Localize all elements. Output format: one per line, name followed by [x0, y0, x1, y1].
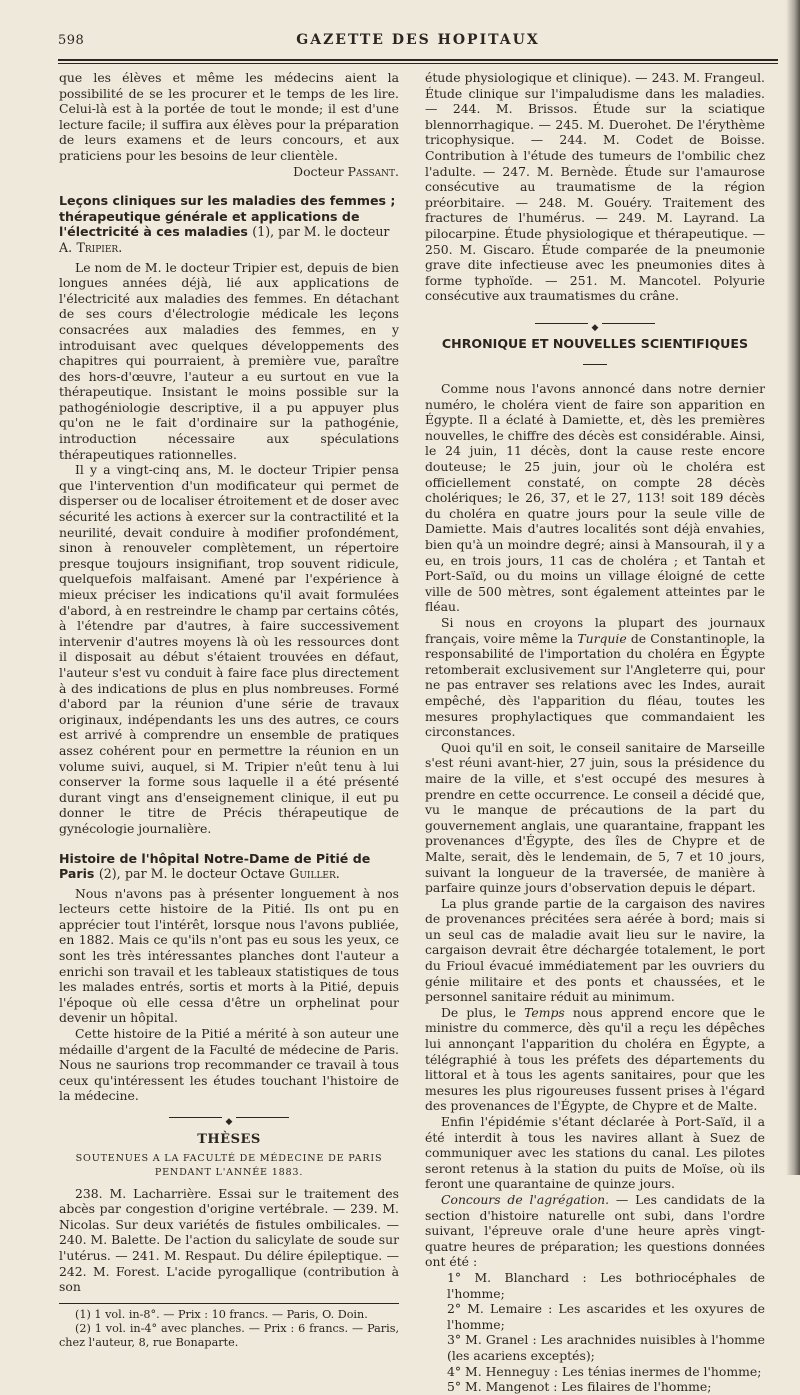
review2-byline: par M. le docteur Octave — [125, 866, 285, 882]
theses-continuation: étude physiologique et clinique). — 243. M. Frangeul. Étude clinique sur l'impaludisme dans les maladies. — 244. M. Brissos. Étude sur la sciatique blennorrhagique. — 245. M. Duerohet. De l'érythème tricophysique. — 244. M. Codet de Boisse. Contribution à l'étude des tumeurs de l'ombilic chez l'adulte. — 247. M. Bernède. Étude sur l'amaurose consécutive au traumatisme de la région préorbitaire. — 248. M. Gouéry. Traitement des fractures de l'humérus. — 249. M. Layrand. La pilocarpine. Étude physiologique et thérapeutique. — 250. M. Giscaro. Étude comparée de la pneumonie grave dite infectieuse avec les pneumonies dites à forme typhoïde. — 251. M. Mancotel. Polyurie consécutive aux traumatismes du crâne. — [425, 70, 765, 304]
page-header — [58, 30, 778, 56]
chronicle-paragraph-4: La plus grande partie de la cargaison des navires de provenances précitées sera aérée à bord; mais si un seul cas de maladie avait lieu sur le navire, la cargaison devrait être déchargée totalement, le port du Frioul évacué immédiatement par les ouvriers du génie militaire et des ponts et chaussées, et le personnel sanitaire réduit au minimum. — [425, 895, 765, 1005]
page-number: 598 — [58, 33, 85, 48]
chronicle-paragraph-5 — [425, 1005, 765, 1114]
signature-name: Passant. — [347, 163, 399, 179]
chronicle-title: CHRONIQUE ET NOUVELLES SCIENTIFIQUES — [441, 335, 749, 351]
chronicle-paragraph-2 — [425, 615, 765, 740]
review1-note: (1), par M. le docteur A. — [59, 224, 390, 255]
section-ornament — [59, 1112, 399, 1127]
header-rule — [58, 59, 778, 61]
theses-subtitle-2: PENDANT L'ANNÉE 1883. — [154, 1166, 304, 1178]
review2-paragraph-2: Cette histoire de la Pitié a mérité à son auteur une médaille d'argent de la Faculté de médecine de Paris. Nous ne saurions trop recommander ce travail à tous ceux qu'intéressent les études touchant l'histoire de la médecine. — [59, 1026, 399, 1104]
review2-paragraph-1: Nous n'avons pas à présenter longuement à nos lecteurs cette histoire de la Pitié. Ils ont pu en apprécier tout l'intérêt, lorsque nous l'avons publiée, en 1882. Mais ce qu'ils n'ont pas eu sous les yeux, ce sont les très intéressantes planches dont l'auteur a enrichi son travail et les tableaux statistiques de tous les malades entrés, sortis et morts à la Pitié, depuis l'époque où elle cessa d'être un orphelinat pour devenir un hôpital. — [59, 885, 399, 1026]
review1-author: Tripier. — [76, 239, 123, 255]
chronicle-ornament-glyph: ◆ — [588, 323, 603, 333]
theses-subtitle-1: SOUTENUES A LA FACULTÉ DE MÉDECINE DE PARIS — [75, 1152, 383, 1164]
question-item: 2° M. Lemaire : Les ascarides et les oxyures de l'homme; — [447, 1301, 765, 1332]
right-column — [425, 70, 765, 1395]
agregation-heading: Concours de l'agrégation. — [441, 1191, 610, 1207]
signature-prefix: Docteur — [293, 163, 344, 179]
header-rule-thin — [58, 63, 778, 64]
question-item: 5° M. Mangenot : Les filaires de l'homme; — [447, 1379, 712, 1395]
theses-list: 238. M. Lacharrière. Essai sur le traitement des abcès par congestion d'origine vertébrale. — 239. M. Nicolas. Sur deux variétés de fistules ombilicales. — 240. M. Balette. De l'action du salicylate de soude sur l'utérus. — 241. M. Respaut. Du délire épileptique. — 242. M. Forest. L'acide pyrogallique (contribution à son — [59, 1185, 399, 1295]
chronicle-p2-italic: Turquie — [577, 630, 627, 646]
review2-note: (2), — [98, 866, 121, 882]
review2-author: Guiller. — [289, 866, 340, 882]
chronicle-paragraph-6: Enfin l'épidémie s'étant déclarée à Port-Saïd, il a été interdit à tous les navires allant à Suez de communiquer avec les stations du canal. Les pilotes seront retenus à la station du puits de Moïse, où ils feront une quarantaine de quinze jours. — [425, 1114, 765, 1192]
review1-title: Leçons cliniques sur les maladies des femmes ; thérapeutique générale et applications de l'électricité à ces maladies — [59, 193, 396, 240]
review2-title: Histoire de l'hôpital Notre-Dame de Pitié de Paris — [59, 850, 371, 882]
chronicle-p5-pre: De plus, le — [441, 1004, 516, 1020]
review2-heading — [59, 851, 399, 882]
journal-title: GAZETTE DES HOPITAUX — [296, 32, 540, 48]
footnote-2: (2) 1 vol. in-4° avec planches. — Prix : 6 francs. — Paris, chez l'auteur, 8, rue Bonaparte. — [59, 1321, 399, 1349]
ornament-glyph: ◆ — [222, 1117, 237, 1127]
agregation-paragraph — [425, 1192, 765, 1270]
review1-paragraph-1: Le nom de M. le docteur Tripier est, depuis de bien longues années déjà, lié aux applications de l'électricité aux maladies des femmes. En détachant de ses cours d'électrologie médicale les leçons consacrées aux maladies des femmes, en y introduisant avec quelques développements des chapitres qui pourraient, à première vue, paraître des hors-d'œuvre, l'auteur a eu surtout en vue la thérapeutique. Insistant le moins possible sur la pathogéniologie descriptive, il a pu appuyer plus qu'on ne le fait d'ordinaire sur la pathogénie, introduction nécessaire aux spéculations thérapeutiques rationnelles. — [59, 259, 399, 462]
question-item: 3° M. Granel : Les arachnides nuisibles à l'homme (les acariens exceptés); — [447, 1332, 765, 1363]
review1-paragraph-2: Il y a vingt-cinq ans, M. le docteur Tripier pensa que l'intervention d'un modificateur qui permet de disperser ou de localiser étroitement et de doser avec sécurité les actions à exercer sur la contractilité et la neurilité, devait conduire à modifier profondément, sinon à renouveler complètement, un répertoire presque toujours insignifiant, trop souvent ridicule, quelquefois malfaisant. Amené par l'expérience à mieux préciser les indications qu'il avait formulées d'abord, à en restreindre le champ par certains côtés, à l'étendre par d'autres, à faire successivement intervenir d'autres moyens là où les ressources dont il disposait au début s'étaient trouvées en défaut, l'auteur s'est vu conduit à faire face plus directement à des indications de plus en plus nombreuses. Formé d'abord par la réunion d'une série de travaux originaux, indépendants les uns des autres, ce cours est arrivé à comprendre un ensemble de pratiques assez cohérent pour en permettre la réunion en un volume suivi, auquel, si M. Tripier n'eût tenu à lui conserver la forme sous laquelle il a été présenté durant vingt ans d'enseignement clinique, il eut pu donner le titre de Précis thérapeutique de gynécologie journalière. — [59, 462, 399, 836]
theses-title: THÈSES — [197, 1132, 261, 1147]
chronicle-title-rule — [425, 356, 765, 372]
footnote-rule — [59, 1303, 399, 1304]
chronicle-p2-pre: Si nous en croyons la plupart des journaux français, voire même la — [425, 615, 765, 646]
chronicle-p2-post: de Constantinople, la responsabilité de l'importation du choléra en Égypte retomberait exclusivement sur l'Angleterre qui, pour ne pas entraver ses relations avec les Indes, aurait empêché, dès l'apparition du fléau, toutes les mesures prophylactiques que commandaient les circonstances. — [425, 630, 765, 740]
agregation-text: — Les candidats de la section d'histoire naturelle ont subi, dans l'ordre suivant, l'épreuve orale d'une heure après vingt-quatre heures de préparation; les questions données ont été : — [425, 1191, 765, 1270]
chronicle-ornament — [425, 318, 765, 333]
left-column — [59, 70, 399, 1350]
chronicle-p5-italic: Temps — [524, 1004, 565, 1020]
intro-paragraph: que les élèves et même les médecins aient la possibilité de se les procurer et le temps de les lire. Celui-là est à la portée de tout le monde; il est d'une lecture facile; il suffira aux élèves pour la préparation de leurs examens et de leurs concours, et aux praticiens pour les besoins de leur clientèle. — [59, 70, 399, 163]
question-item: 1° M. Blanchard : Les bothriocéphales de l'homme; — [447, 1269, 765, 1301]
chronicle-paragraph-3: Quoi qu'il en soit, le conseil sanitaire de Marseille s'est réuni avant-hier, 27 juin, sous la présidence du maire de la ville, et s'est occupé des mesures à prendre en cette occurrence. Le conseil a décidé que, vu le manque de précautions de la part du gouvernement anglais, une quarantaine, frappant les provenances d'Égypte, des îles de Chypre et de Malte, serait, dès le lendemain, de 5, 7 et 10 jours, suivant la longueur de la traversée, de manière à parfaire quinze jours d'observation depuis le départ. — [425, 739, 765, 896]
review1-heading — [59, 193, 399, 255]
question-item: 4° M. Henneguy : Les ténias inermes de l'homme; — [447, 1363, 762, 1379]
chronicle-p5-post: nous apprend encore que le ministre du commerce, dès qu'il a reçu les dépêches lui annonçant l'apparition du choléra en Égypte, a télégraphié à tous les préfets des départements du littoral et à tous les agents sanitaires, pour que les mesures les plus rigoureuses fussent prises à l'égard des provenances de l'Égypte, de Chypre et de Malte. — [425, 1004, 765, 1114]
footnote-1: (1) 1 vol. in-8°. — Prix : 10 francs. — Paris, O. Doin. — [75, 1307, 368, 1321]
page-edge-shadow — [786, 0, 800, 1175]
chronicle-paragraph-1: Comme nous l'avons annoncé dans notre dernier numéro, le choléra vient de faire son apparition en Égypte. Il a éclaté à Damiette, et, dès les premières nouvelles, le chiffre des décès est considérable. Ainsi, le 24 juin, 11 décès, dont la cause reste encore douteuse; le 25 juin, jour où le choléra est officiellement constaté, on compte 28 décès cholériques; le 26, 37, et le 27, 113! soit 189 décès du choléra en quatre jours pour la seule ville de Damiette. Mais d'autres localités sont déjà envahies, bien qu'à un moindre degré; ainsi à Mansourah, il y a eu, en trois jours, 11 cas de choléra ; et Tantah et Port-Saïd, ou du moins un village éloigné de cette ville de 500 mètres, sont également atteintes par le fléau. — [425, 381, 765, 615]
review-signature — [59, 164, 399, 180]
